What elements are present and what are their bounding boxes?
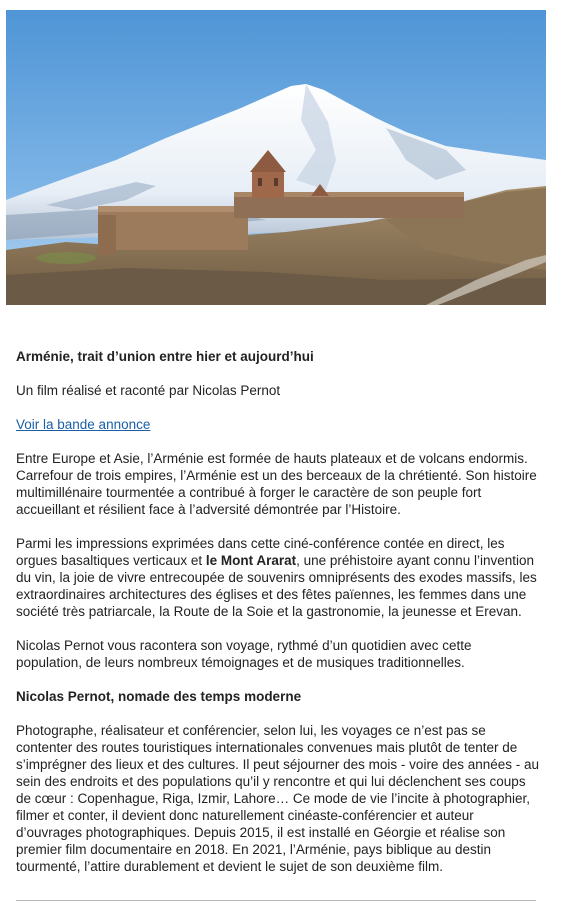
trailer-link[interactable]: Voir la bande annonce — [16, 417, 151, 432]
divider — [16, 900, 536, 901]
impressions-paragraph — [16, 535, 541, 620]
intro-paragraph: Entre Europe et Asie, l’Arménie est formée de hauts plateaux et de volcans endormis. Carrefour de trois empires, l’Arménie est un des berceaux de la chrétienté. Son histoire multimillénaire tourmentée a contribué à forger le caractère de son peuple fort accueillant et résilient face à l’adversité démontrée par l’Histoire. — [16, 451, 537, 517]
film-credit: Un film réalisé et raconté par Nicolas Pernot — [16, 383, 281, 398]
article-title: Arménie, trait d’union entre hier et aujourd’hui — [16, 349, 314, 364]
bio-paragraph: Photographe, réalisateur et conférencier, selon lui, les voyages ce n’est pas se contenter des routes touristiques internationales convenues mais plutôt de tenter de s’imprégner des lieux et des cultures. Il peut séjourner des mois - voire des années - au sein des endroits et des populations qu’il y rencontre et qui lui déclenchent ses coups de cœur : Copenhague, Riga, Izmir, Lahore… Ce mode de vie l’incite à photographier, filmer et conter, il devient donc naturellement cinéaste-conférencier et auteur d’ouvrages photographiques. Depuis 2015, il est installé en Géorgie et réalise son premier film documentaire en 2018. En 2021, l’Arménie, pays biblique au destin tourmenté, l’attire durablement et devient le sujet de son deuxième film. — [16, 723, 540, 874]
landscape-illustration — [6, 10, 546, 305]
bio-title: Nicolas Pernot, nomade des temps moderne — [16, 689, 302, 704]
voyage-paragraph: Nicolas Pernot vous racontera son voyage, rythmé d’un quotidien avec cette population, de leurs nombreux témoignages et de musiques traditionnelles. — [16, 638, 472, 670]
impressions-text-end: , une préhistoire ayant connu l’invention du vin, la joie de vivre entrecoupée de souvenirs omniprésents des exodes massifs, les extraordinaires architectures des églises et des fêtes païennes, les femmes dans une société très patriarcale, la Route de la Soie et la gastronomie, la jeunesse et Erevan. — [16, 553, 537, 619]
mont-ararat-highlight: le Mont Ararat — [205, 553, 297, 568]
article-body — [16, 348, 541, 892]
hero-image — [6, 10, 546, 305]
impressions-text-start: Parmi les impressions exprimées dans cette ciné-conférence contée en direct, les orgues basaltiques verticaux et — [16, 536, 505, 568]
